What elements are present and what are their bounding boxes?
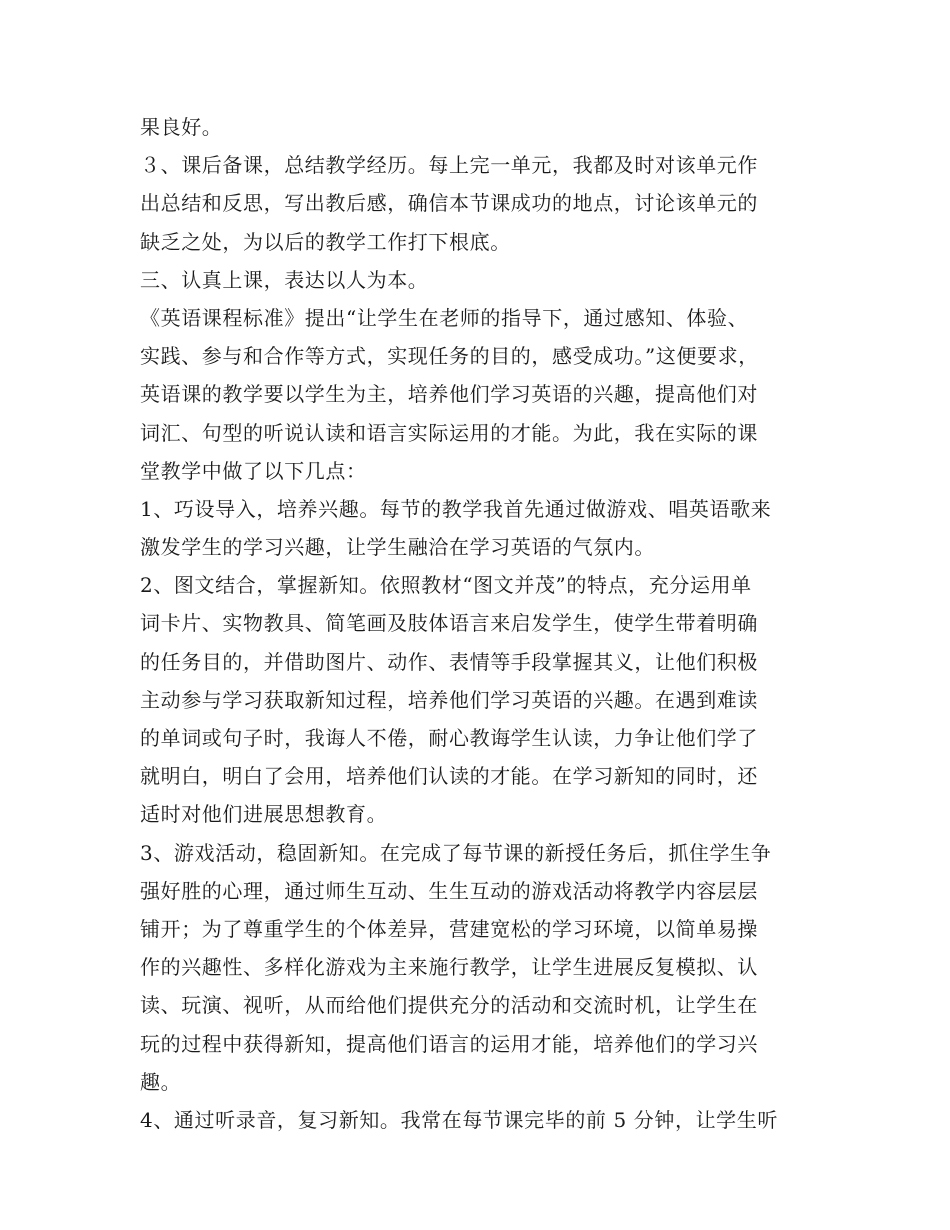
- text-line-21: 强好胜的心理，通过师生互动、生生互动的游戏活动将教学内容层层: [140, 878, 758, 903]
- text-line-11: 1、巧设导入，培养兴趣。每节的教学我首先通过做游戏、唱英语歌来: [140, 496, 772, 521]
- text-line-12: 激发学生的学习兴趣，让学生融洽在学习英语的气氛内。: [140, 535, 655, 560]
- document-page: [140, 108, 820, 1139]
- text-line-9: 词汇、句型的听说认读和语言实际运用的才能。为此，我在实际的课: [140, 420, 758, 445]
- text-line-10: 堂教学中做了以下几点：: [140, 458, 367, 483]
- text-line-6: 《英语课程标准》提出“让学生在老师的指导下，通过感知、体验、: [140, 305, 749, 330]
- text-line-27: 4、通过听录音，复习新知。我常在每节课完毕的前 5 分钟，让学生听: [140, 1107, 778, 1132]
- text-line-13: 2、图文结合，掌握新知。依照教材“图文并茂”的特点，充分运用单: [140, 573, 752, 598]
- text-line-4: 缺乏之处，为以后的教学工作打下根底。: [140, 229, 511, 254]
- text-line-15: 的任务目的，并借助图片、动作、表情等手段掌握其义，让他们积极: [140, 649, 758, 674]
- text-line-7: 实践、参与和合作等方式，实现任务的目的，感受成功。”这便要求，: [140, 344, 759, 369]
- text-line-17: 的单词或句子时，我诲人不倦，耐心教诲学生认读，力争让他们学了: [140, 726, 758, 750]
- text-line-19: 适时对他们进展思想教育。: [140, 802, 388, 827]
- text-line-20: 3、游戏活动，稳固新知。在完成了每节课的新授任务后，抓住学生争: [140, 840, 772, 865]
- text-line-23: 作的兴趣性、多样化游戏为主来施行教学，让学生进展反复模拟、认: [140, 955, 758, 980]
- text-line-25: 玩的过程中获得新知，提高他们语言的运用才能，培养他们的学习兴: [140, 1031, 758, 1056]
- text-line-22: 铺开；为了尊重学生的个体差异，营建宽松的学习环境，以简单易操: [140, 916, 758, 941]
- text-line-1: 果良好。: [140, 115, 223, 139]
- text-line-8: 英语课的教学要以学生为主，培养他们学习英语的兴趣，提高他们对: [140, 382, 758, 407]
- text-line-14: 词卡片、实物教具、简笔画及肢体语言来启发学生，使学生带着明确: [140, 611, 758, 636]
- text-line-2: ３、课后备课，总结教学经历。每上完一单元，我都及时对该单元作: [140, 153, 758, 178]
- section-heading: 三、认真上课，表达以人为本。: [140, 267, 429, 292]
- text-line-24: 读、玩演、视听，从而给他们提供充分的活动和交流时机，让学生在: [140, 993, 758, 1018]
- text-line-18: 就明白，明白了会用，培养他们认读的才能。在学习新知的同时，还: [140, 764, 758, 789]
- text-line-16: 主动参与学习获取新知过程，培养他们学习英语的兴趣。在遇到难读: [140, 687, 758, 712]
- text-line-26: 趣。: [140, 1069, 182, 1094]
- text-line-3: 出总结和反思，写出教后感，确信本节课成功的地点，讨论该单元的: [140, 191, 758, 216]
